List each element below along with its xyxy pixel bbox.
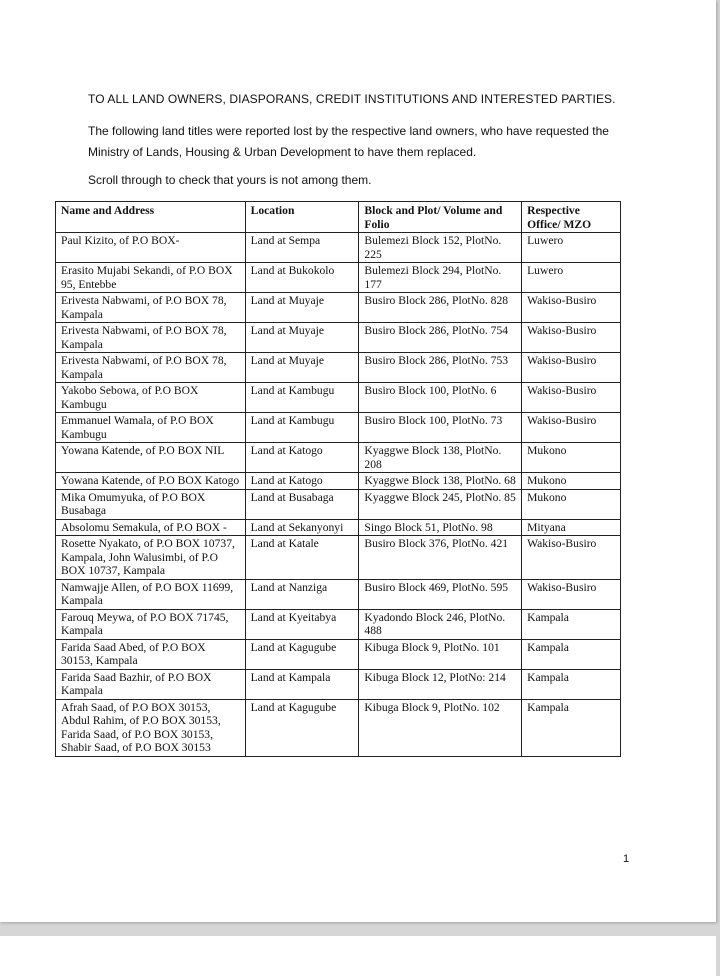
cell-location: Land at Muyaje bbox=[245, 323, 359, 353]
cell-name-address: Absolomu Semakula, of P.O BOX - bbox=[56, 519, 246, 536]
cell-office: Wakiso-Busiro bbox=[522, 579, 621, 609]
cell-location: Land at Muyaje bbox=[245, 353, 359, 383]
table-row bbox=[56, 609, 621, 639]
lost-titles-table bbox=[55, 201, 621, 757]
cell-office: Kampala bbox=[522, 669, 621, 699]
table-row bbox=[56, 263, 621, 293]
cell-location: Land at Kagugube bbox=[245, 699, 359, 756]
table-row bbox=[56, 473, 621, 490]
cell-location: Land at Muyaje bbox=[245, 293, 359, 323]
cell-block-plot: Busiro Block 286, PlotNo. 753 bbox=[359, 353, 522, 383]
cell-office: Wakiso-Busiro bbox=[522, 293, 621, 323]
cell-name-address: Erivesta Nabwami, of P.O BOX 78, Kampala bbox=[56, 323, 246, 353]
cell-name-address: Mika Omumyuka, of P.O BOX Busabaga bbox=[56, 489, 246, 519]
scroll-note: Scroll through to check that yours is not among them. bbox=[88, 173, 372, 187]
cell-block-plot: Kibuga Block 12, PlotNo: 214 bbox=[359, 669, 522, 699]
cell-block-plot: Busiro Block 469, PlotNo. 595 bbox=[359, 579, 522, 609]
table-row bbox=[56, 383, 621, 413]
cell-name-address: Yowana Katende, of P.O BOX NIL bbox=[56, 443, 246, 473]
cell-office: Wakiso-Busiro bbox=[522, 353, 621, 383]
cell-block-plot: Busiro Block 286, PlotNo. 754 bbox=[359, 323, 522, 353]
cell-office: Mityana bbox=[522, 519, 621, 536]
cell-block-plot: Kyaggwe Block 138, PlotNo. 208 bbox=[359, 443, 522, 473]
cell-block-plot: Kibuga Block 9, PlotNo. 101 bbox=[359, 639, 522, 669]
cell-location: Land at Kambugu bbox=[245, 383, 359, 413]
cell-office: Wakiso-Busiro bbox=[522, 383, 621, 413]
cell-name-address: Erivesta Nabwami, of P.O BOX 78, Kampala bbox=[56, 293, 246, 323]
cell-location: Land at Sekanyonyi bbox=[245, 519, 359, 536]
cell-office: Wakiso-Busiro bbox=[522, 413, 621, 443]
cell-office: Luwero bbox=[522, 263, 621, 293]
cell-block-plot: Bulemezi Block 294, PlotNo. 177 bbox=[359, 263, 522, 293]
table-row bbox=[56, 233, 621, 263]
notice-intro: The following land titles were reported lost by the respective land owners, who have requested the Ministry of Lands, Housing & Urban Development to have them replaced. bbox=[88, 124, 609, 159]
cell-name-address: Farida Saad Abed, of P.O BOX 30153, Kampala bbox=[56, 639, 246, 669]
table-header-row bbox=[56, 202, 621, 233]
cell-name-address: Afrah Saad, of P.O BOX 30153, Abdul Rahim, of P.O BOX 30153, Farida Saad, of P.O BOX 30153, Shabir Saad, of P.O BOX 30153 bbox=[56, 699, 246, 756]
table-body bbox=[56, 233, 621, 757]
cell-location: Land at Katogo bbox=[245, 473, 359, 490]
cell-block-plot: Busiro Block 100, PlotNo. 6 bbox=[359, 383, 522, 413]
cell-name-address: Paul Kizito, of P.O BOX- bbox=[56, 233, 246, 263]
cell-location: Land at Bukokolo bbox=[245, 263, 359, 293]
table-row bbox=[56, 353, 621, 383]
cell-office: Wakiso-Busiro bbox=[522, 323, 621, 353]
table-row bbox=[56, 579, 621, 609]
cell-block-plot: Busiro Block 286, PlotNo. 828 bbox=[359, 293, 522, 323]
cell-block-plot: Kyadondo Block 246, PlotNo. 488 bbox=[359, 609, 522, 639]
cell-name-address: Erivesta Nabwami, of P.O BOX 78, Kampala bbox=[56, 353, 246, 383]
cell-office: Kampala bbox=[522, 639, 621, 669]
header-office: Respective Office/ MZO bbox=[522, 202, 621, 233]
table-row bbox=[56, 639, 621, 669]
cell-block-plot: Kibuga Block 9, PlotNo. 102 bbox=[359, 699, 522, 756]
page-number: 1 bbox=[623, 853, 630, 865]
next-page-edge bbox=[0, 936, 716, 976]
table-row bbox=[56, 413, 621, 443]
cell-location: Land at Katale bbox=[245, 536, 359, 580]
cell-office: Mukono bbox=[522, 489, 621, 519]
cell-location: Land at Sempa bbox=[245, 233, 359, 263]
table-row bbox=[56, 489, 621, 519]
cell-name-address: Farouq Meywa, of P.O BOX 71745, Kampala bbox=[56, 609, 246, 639]
cell-block-plot: Kyaggwe Block 245, PlotNo. 85 bbox=[359, 489, 522, 519]
table-row bbox=[56, 443, 621, 473]
cell-name-address: Farida Saad Bazhir, of P.O BOX Kampala bbox=[56, 669, 246, 699]
cell-name-address: Emmanuel Wamala, of P.O BOX Kambugu bbox=[56, 413, 246, 443]
cell-location: Land at Katogo bbox=[245, 443, 359, 473]
cell-office: Wakiso-Busiro bbox=[522, 536, 621, 580]
cell-location: Land at Kampala bbox=[245, 669, 359, 699]
cell-location: Land at Kyeitabya bbox=[245, 609, 359, 639]
table-row bbox=[56, 323, 621, 353]
cell-name-address: Yakobo Sebowa, of P.O BOX Kambugu bbox=[56, 383, 246, 413]
notice-heading: TO ALL LAND OWNERS, DIASPORANS, CREDIT INSTITUTIONS AND INTERESTED PARTIES. bbox=[88, 92, 616, 106]
cell-location: Land at Busabaga bbox=[245, 489, 359, 519]
cell-office: Kampala bbox=[522, 699, 621, 756]
cell-block-plot: Kyaggwe Block 138, PlotNo. 68 bbox=[359, 473, 522, 490]
cell-block-plot: Busiro Block 376, PlotNo. 421 bbox=[359, 536, 522, 580]
cell-office: Mukono bbox=[522, 443, 621, 473]
cell-office: Mukono bbox=[522, 473, 621, 490]
cell-office: Luwero bbox=[522, 233, 621, 263]
cell-name-address: Erasito Mujabi Sekandi, of P.O BOX 95, Entebbe bbox=[56, 263, 246, 293]
cell-location: Land at Kagugube bbox=[245, 639, 359, 669]
cell-block-plot: Singo Block 51, PlotNo. 98 bbox=[359, 519, 522, 536]
cell-block-plot: Bulemezi Block 152, PlotNo. 225 bbox=[359, 233, 522, 263]
header-name-address: Name and Address bbox=[56, 202, 246, 233]
table-row bbox=[56, 519, 621, 536]
cell-location: Land at Kambugu bbox=[245, 413, 359, 443]
cell-office: Kampala bbox=[522, 609, 621, 639]
table-row bbox=[56, 699, 621, 756]
cell-block-plot: Busiro Block 100, PlotNo. 73 bbox=[359, 413, 522, 443]
table-row bbox=[56, 293, 621, 323]
cell-location: Land at Nanziga bbox=[245, 579, 359, 609]
cell-name-address: Yowana Katende, of P.O BOX Katogo bbox=[56, 473, 246, 490]
table-row bbox=[56, 536, 621, 580]
table-row bbox=[56, 669, 621, 699]
cell-name-address: Namwajje Allen, of P.O BOX 11699, Kampala bbox=[56, 579, 246, 609]
header-location: Location bbox=[245, 202, 359, 233]
cell-name-address: Rosette Nyakato, of P.O BOX 10737, Kampala, John Walusimbi, of P.O BOX 10737, Kampala bbox=[56, 536, 246, 580]
header-block-plot: Block and Plot/ Volume and Folio bbox=[359, 202, 522, 233]
